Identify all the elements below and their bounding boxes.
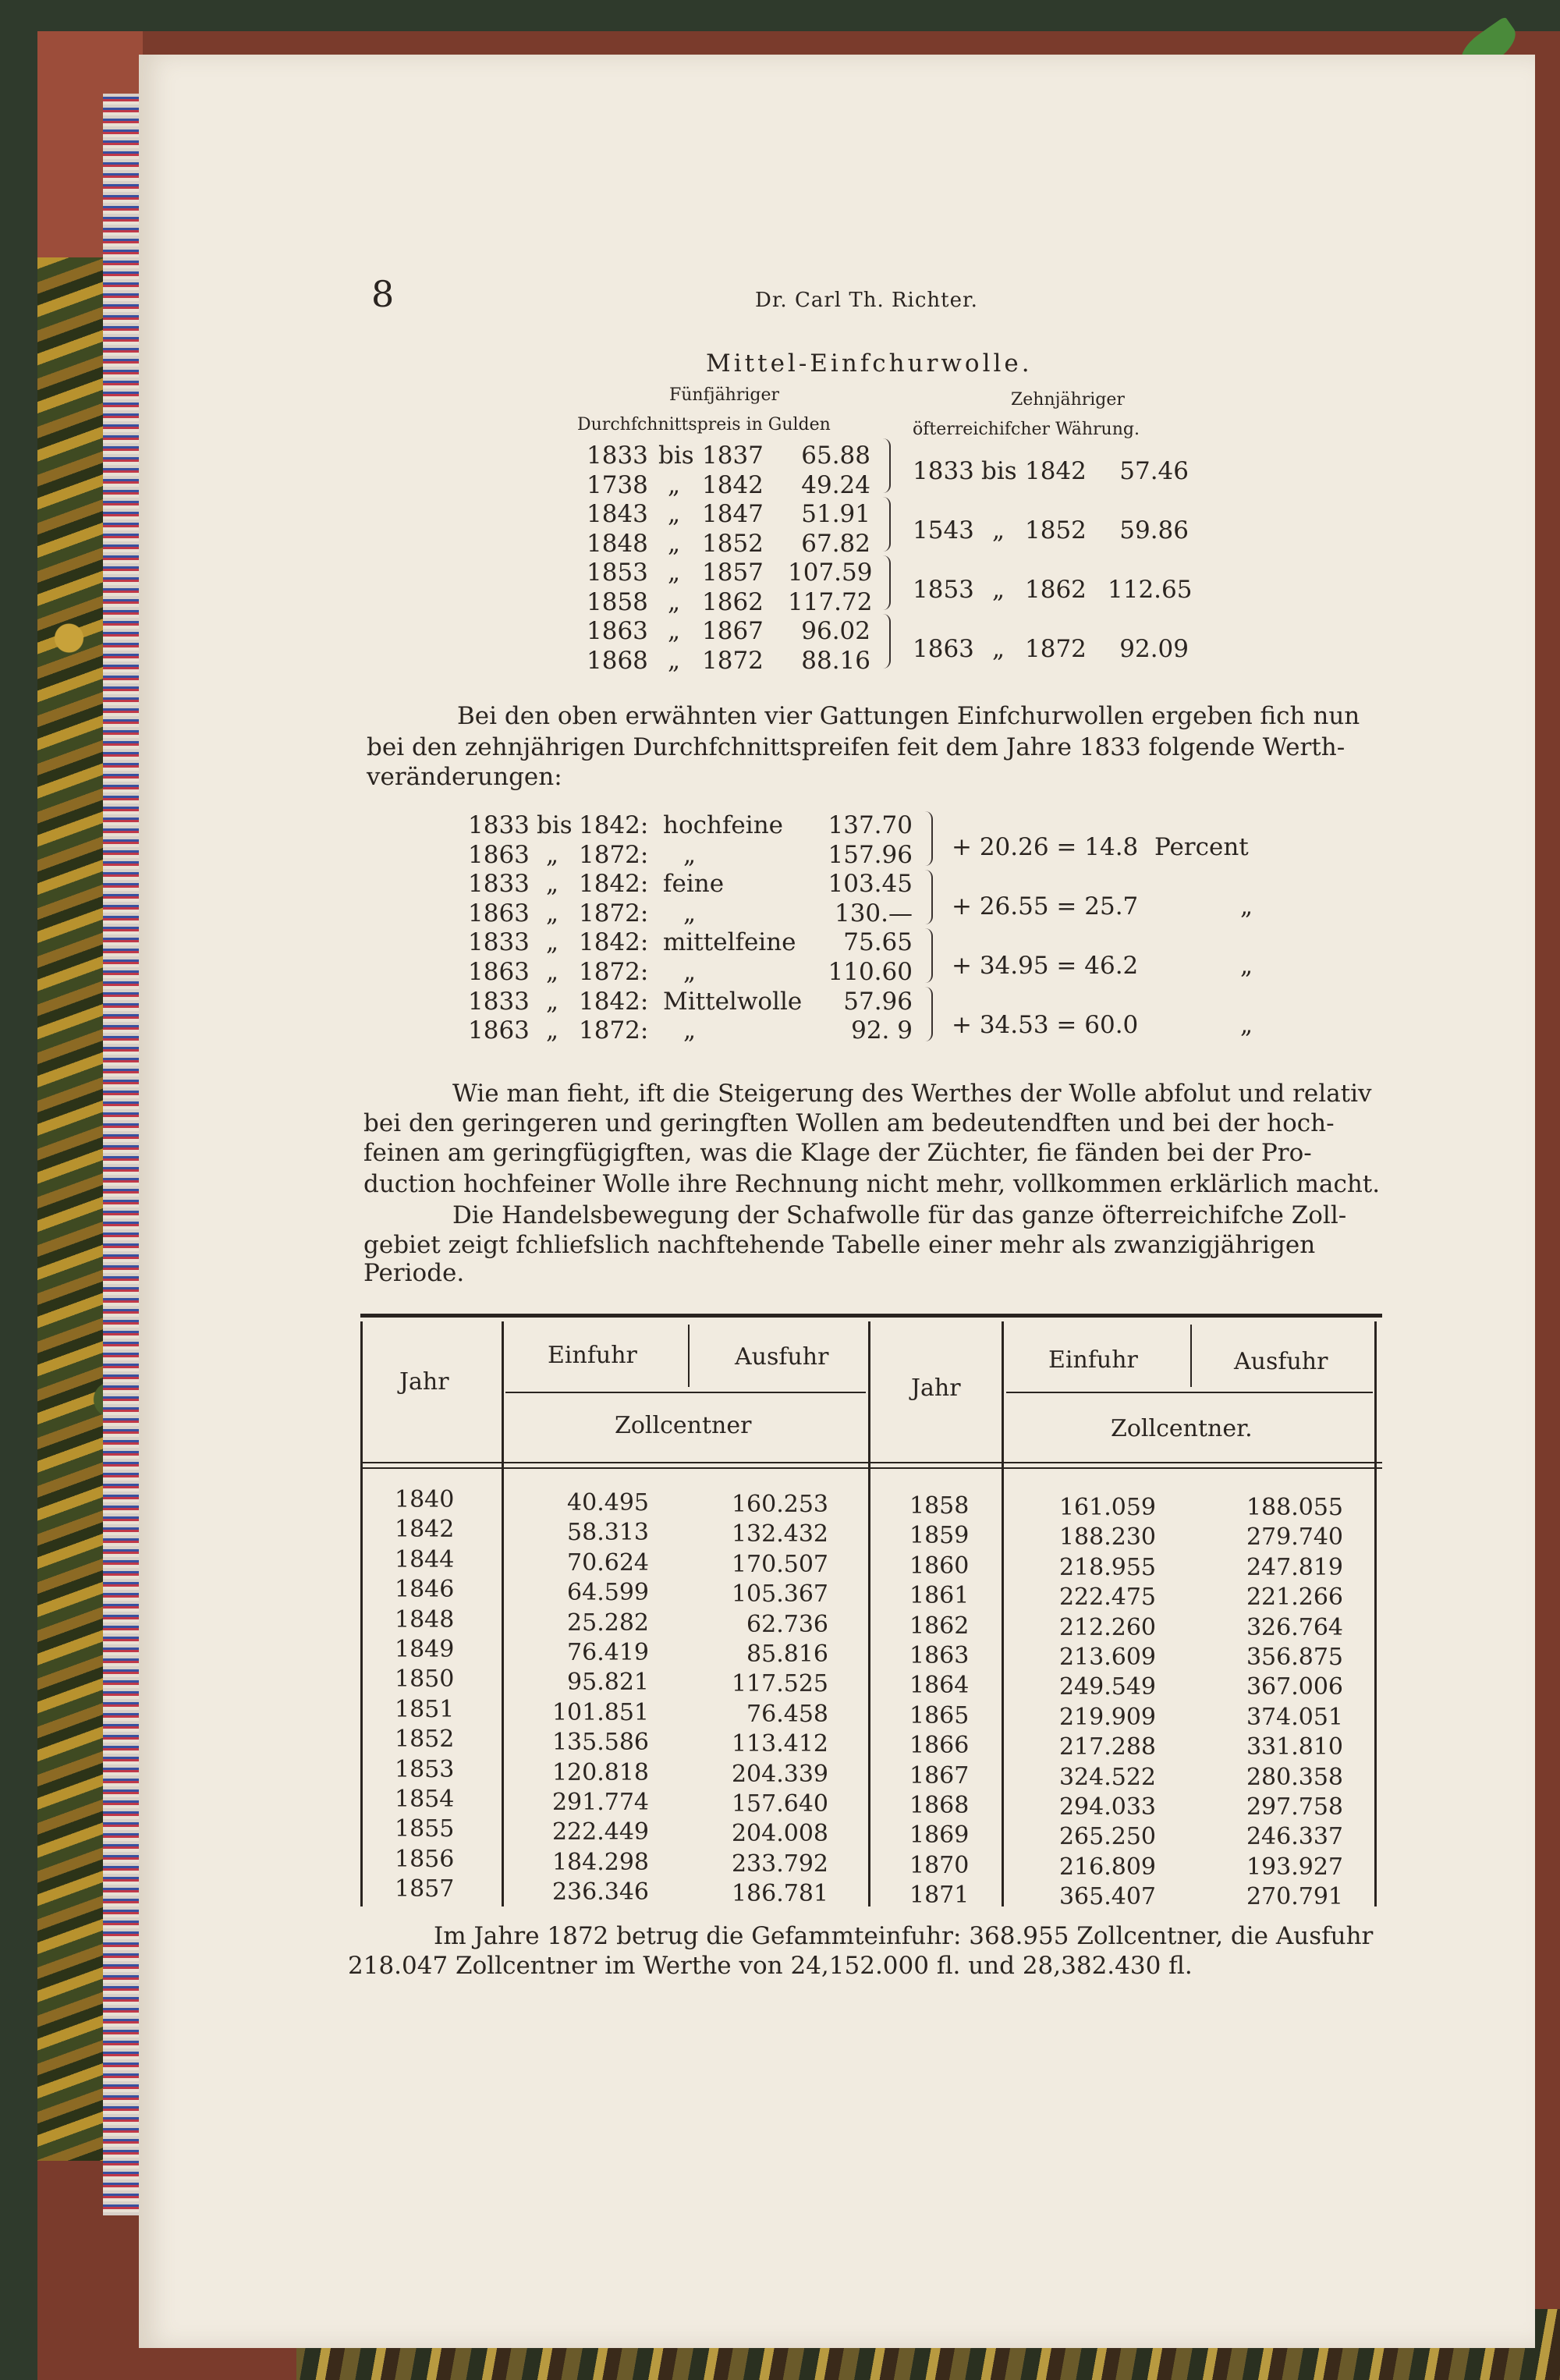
cell-einfuhr: 219.909: [1058, 1703, 1156, 1731]
para1-line2: bei den zehnjährigen Durchfchnittspreifen feit dem Jahre 1833 folgende Werth-: [367, 733, 1346, 761]
cell-ausfuhr: 113.412: [731, 1730, 828, 1758]
cell-einfuhr: 188.230: [1058, 1523, 1156, 1552]
brace: [878, 614, 891, 669]
period-sep: bis: [658, 442, 694, 470]
cell-ausfuhr: 193.927: [1246, 1853, 1343, 1881]
period-sep: „: [546, 958, 559, 986]
wool-kind: feine: [663, 870, 725, 899]
change-expression: + 26.55 = 25.7: [952, 892, 1139, 920]
cell-einfuhr: 236.346: [551, 1878, 649, 1906]
period-from: 1833: [468, 811, 530, 839]
period-to: 1842:: [579, 811, 649, 839]
period-from: 1843: [587, 500, 648, 528]
brace: [920, 928, 933, 983]
cell-jahr: 1860: [909, 1552, 970, 1580]
price-value: 117.72: [788, 587, 873, 616]
cell-ausfuhr: 204.339: [731, 1760, 828, 1788]
cell-ausfuhr: 105.367: [731, 1580, 828, 1609]
para2-line: Die Handelsbewegung der Schafwolle für das ganze öfterreichifche Zoll-: [452, 1201, 1347, 1229]
period-sep: „: [668, 617, 681, 645]
cell-jahr: 1861: [909, 1582, 970, 1610]
cell-jahr: 1850: [395, 1665, 455, 1694]
period-sep: „: [992, 516, 1005, 544]
para2-line: Wie man fieht, ift die Steigerung des Werthes der Wolle abfolut und relativ: [452, 1080, 1372, 1108]
para3-line2: 218.047 Zollcentner im Werthe von 24,152.000 fl. und 28,382.430 fl.: [348, 1952, 1193, 1980]
cell-ausfuhr: 204.008: [731, 1820, 828, 1848]
cell-einfuhr: 291.774: [551, 1788, 649, 1816]
brace: [878, 497, 891, 552]
price-value: 137.70: [828, 811, 913, 839]
cell-einfuhr: 213.609: [1058, 1643, 1156, 1671]
period-from: 1833: [587, 442, 648, 470]
change-expression: + 20.26 = 14.8: [952, 833, 1139, 861]
change-expression: + 34.95 = 46.2: [952, 952, 1139, 980]
cell-einfuhr: 324.522: [1058, 1763, 1156, 1791]
cell-einfuhr: 58.313: [567, 1519, 649, 1547]
period-from: 1863: [468, 899, 530, 928]
wool-kind: mittelfeine: [663, 928, 796, 957]
period-sep: „: [546, 987, 559, 1016]
cell-einfuhr: 25.282: [567, 1609, 649, 1637]
cell-ausfuhr: 331.810: [1246, 1733, 1343, 1761]
table-divider-einfuhr-r: [1190, 1325, 1192, 1387]
period-to: 1842:: [579, 870, 649, 899]
col-head-right-2: öfterreichifcher Währung.: [913, 420, 1140, 439]
running-head: Dr. Carl Th. Richter.: [755, 289, 978, 312]
period-sep: „: [992, 635, 1005, 663]
period-sep: „: [668, 470, 681, 499]
cell-einfuhr: 222.449: [551, 1818, 649, 1846]
cell-jahr: 1857: [395, 1875, 455, 1903]
period-from: 1848: [587, 529, 648, 558]
price-value: 112.65: [1108, 576, 1193, 604]
cell-jahr: 1858: [909, 1492, 970, 1520]
column-jahr-right: [909, 1491, 972, 1910]
cell-einfuhr: 218.955: [1058, 1553, 1156, 1581]
price-value: 130.—: [834, 899, 913, 928]
period-to: 1872: [1025, 635, 1087, 663]
cell-einfuhr: 365.407: [1058, 1883, 1156, 1911]
para2-line: feinen am geringfügigften, was die Klage der Züchter, fie fänden bei der Pro-: [363, 1139, 1312, 1167]
cell-jahr: 1859: [909, 1522, 970, 1550]
brace: [878, 438, 891, 493]
price-value: 59.86: [1119, 516, 1189, 544]
head-jahr-left: Jahr: [399, 1368, 449, 1396]
cell-ausfuhr: 270.791: [1246, 1883, 1343, 1911]
change-expression: + 34.53 = 60.0: [952, 1011, 1139, 1039]
cell-einfuhr: 64.599: [567, 1579, 649, 1607]
head-ausfuhr-left: Ausfuhr: [735, 1343, 829, 1371]
wool-kind: „: [683, 840, 697, 869]
cell-einfuhr: 76.419: [567, 1638, 649, 1666]
price-value: 107.59: [788, 559, 873, 587]
table-top-rule: [360, 1314, 1382, 1318]
wool-kind: hochfeine: [663, 811, 784, 839]
para2-line: duction hochfeiner Wolle ihre Rechnung nicht mehr, vollkommen erklärlich macht.: [363, 1170, 1381, 1198]
cell-einfuhr: 184.298: [551, 1848, 649, 1876]
trade-table: [360, 1314, 1382, 1911]
wool-kind: Mittelwolle: [663, 987, 803, 1016]
period-sep: „: [668, 529, 681, 558]
change-unit: „: [1240, 892, 1253, 920]
cell-ausfuhr: 280.358: [1246, 1763, 1343, 1791]
period-sep: bis: [981, 457, 1017, 485]
period-from: 1863: [468, 840, 530, 869]
period-to: 1852: [702, 529, 764, 558]
para1-line1: Bei den oben erwähnten vier Gattungen Einfchurwollen ergeben fich nun: [457, 702, 1360, 730]
cell-ausfuhr: 221.266: [1246, 1584, 1343, 1612]
period-from: 1833: [468, 870, 530, 899]
cell-einfuhr: 95.821: [567, 1669, 649, 1697]
period-sep: „: [668, 500, 681, 528]
cell-jahr: 1854: [395, 1785, 455, 1813]
para3-line1: Im Jahre 1872 betrug die Gefammteinfuhr: 368.955 Zollcentner, die Ausfuhr: [434, 1922, 1374, 1950]
cell-ausfuhr: 76.458: [746, 1700, 828, 1728]
period-to: 1872:: [579, 958, 649, 986]
cell-ausfuhr: 326.764: [1246, 1613, 1343, 1641]
cell-ausfuhr: 367.006: [1246, 1673, 1343, 1701]
period-sep: bis: [537, 811, 573, 839]
period-from: 1853: [587, 559, 648, 587]
col-head-left-1: Fünfjähriger: [669, 385, 780, 405]
cell-ausfuhr: 297.758: [1246, 1793, 1343, 1821]
cell-ausfuhr: 233.792: [731, 1850, 828, 1878]
period-to: 1857: [702, 559, 764, 587]
period-to: 1842:: [579, 987, 649, 1016]
period-sep: „: [668, 559, 681, 587]
column-einfuhr-left: [540, 1488, 649, 1907]
cell-einfuhr: 135.586: [551, 1729, 649, 1757]
cell-jahr: 1855: [395, 1815, 455, 1843]
price-value: 157.96: [828, 840, 913, 869]
period-sep: „: [546, 840, 559, 869]
period-to: 1872: [702, 646, 764, 675]
cell-ausfuhr: 160.253: [731, 1491, 828, 1518]
cell-jahr: 1865: [909, 1701, 970, 1729]
cell-einfuhr: 101.851: [551, 1698, 649, 1726]
period-to: 1842:: [579, 928, 649, 957]
period-to: 1847: [702, 500, 764, 528]
cell-jahr: 1842: [395, 1516, 455, 1544]
price-value: 49.24: [801, 470, 870, 499]
cell-jahr: 1867: [909, 1761, 970, 1789]
period-from: 1833: [468, 928, 530, 957]
column-jahr-left: [395, 1485, 457, 1904]
table-divider-2: [1002, 1321, 1004, 1906]
cell-ausfuhr: 85.816: [746, 1640, 828, 1668]
price-value: 65.88: [801, 442, 870, 470]
change-unit: „: [1240, 952, 1253, 980]
wool-kind: „: [683, 899, 697, 928]
cell-ausfuhr: 157.640: [731, 1789, 828, 1818]
cell-einfuhr: 212.260: [1058, 1613, 1156, 1641]
table-divider-1: [502, 1321, 504, 1906]
head-unit-right: Zollcentner.: [1111, 1415, 1253, 1442]
period-from: 1858: [587, 587, 648, 616]
cell-jahr: 1866: [909, 1732, 970, 1760]
cell-jahr: 1848: [395, 1605, 455, 1633]
wool-kind: „: [683, 958, 697, 986]
period-sep: „: [546, 870, 559, 899]
section-title: Mittel-Einfchurwolle.: [706, 349, 1033, 378]
cell-einfuhr: 70.624: [567, 1548, 649, 1577]
period-to: 1872:: [579, 899, 649, 928]
cell-einfuhr: 265.250: [1058, 1823, 1156, 1851]
cell-ausfuhr: 279.740: [1246, 1523, 1343, 1552]
period-from: 1543: [913, 516, 974, 544]
period-sep: „: [546, 928, 559, 957]
cell-ausfuhr: 186.781: [731, 1880, 828, 1908]
cell-jahr: 1840: [395, 1486, 455, 1513]
table-sub-rule-left: [505, 1392, 866, 1393]
cell-jahr: 1844: [395, 1545, 455, 1573]
cell-ausfuhr: 170.507: [731, 1550, 828, 1578]
period-from: 1833: [468, 987, 530, 1016]
cell-einfuhr: 161.059: [1058, 1494, 1156, 1521]
cell-jahr: 1864: [909, 1672, 970, 1700]
cell-jahr: 1869: [909, 1821, 970, 1850]
cell-jahr: 1856: [395, 1845, 455, 1873]
price-value: 57.46: [1119, 457, 1189, 485]
col-head-left-2: Durchfchnittspreis in Gulden: [577, 415, 831, 435]
table-divider-einfuhr: [688, 1325, 690, 1387]
period-to: 1852: [1025, 516, 1087, 544]
para1-line3: veränderungen:: [367, 763, 562, 791]
period-to: 1842: [702, 470, 764, 499]
wool-kind: „: [683, 1016, 697, 1045]
price-value: 57.96: [843, 987, 913, 1016]
cell-einfuhr: 120.818: [551, 1758, 649, 1786]
period-from: 1863: [587, 617, 648, 645]
cell-jahr: 1870: [909, 1851, 970, 1879]
column-ausfuhr-right: [1226, 1493, 1343, 1912]
period-sep: „: [546, 899, 559, 928]
cell-einfuhr: 40.495: [567, 1489, 649, 1516]
brace: [920, 987, 933, 1041]
period-to: 1862: [1025, 576, 1087, 604]
cell-jahr: 1863: [909, 1641, 970, 1669]
cell-jahr: 1853: [395, 1755, 455, 1783]
price-value: 103.45: [828, 870, 913, 899]
price-value: 88.16: [801, 646, 870, 675]
period-to: 1872:: [579, 840, 649, 869]
brace: [920, 870, 933, 924]
period-sep: „: [668, 587, 681, 616]
change-unit: Percent: [1154, 833, 1249, 861]
price-value: 51.91: [801, 500, 870, 528]
cell-einfuhr: 294.033: [1058, 1793, 1156, 1821]
price-value: 75.65: [843, 928, 913, 957]
table-head-rule-1: [360, 1462, 1382, 1463]
period-sep: „: [546, 1016, 559, 1045]
cell-ausfuhr: 117.525: [731, 1670, 828, 1698]
cell-jahr: 1871: [909, 1882, 970, 1910]
cell-jahr: 1852: [395, 1726, 455, 1754]
table-right-border: [1374, 1321, 1377, 1906]
col-head-right-1: Zehnjähriger: [1011, 390, 1125, 410]
period-to: 1872:: [579, 1016, 649, 1045]
cell-einfuhr: 249.549: [1058, 1673, 1156, 1701]
cell-jahr: 1851: [395, 1695, 455, 1723]
table-left-border: [360, 1321, 363, 1906]
period-sep: „: [668, 646, 681, 675]
cell-ausfuhr: 247.819: [1246, 1553, 1343, 1581]
cell-ausfuhr: 356.875: [1246, 1643, 1343, 1671]
price-value: 96.02: [801, 617, 870, 645]
brace: [920, 811, 933, 866]
head-einfuhr-right: Einfuhr: [1048, 1346, 1138, 1374]
cell-jahr: 1862: [909, 1612, 970, 1640]
period-from: 1863: [468, 1016, 530, 1045]
cell-einfuhr: 216.809: [1058, 1853, 1156, 1881]
table-divider-mid: [868, 1321, 870, 1906]
period-from: 1863: [913, 635, 974, 663]
price-value: 110.60: [828, 958, 913, 986]
price-value: 67.82: [801, 529, 870, 558]
cell-jahr: 1846: [395, 1576, 455, 1604]
cell-ausfuhr: 374.051: [1246, 1703, 1343, 1731]
head-ausfuhr-right: Ausfuhr: [1234, 1348, 1328, 1375]
cell-einfuhr: 222.475: [1058, 1584, 1156, 1612]
period-to: 1837: [702, 442, 764, 470]
column-ausfuhr-left: [719, 1490, 828, 1909]
period-from: 1868: [587, 646, 648, 675]
period-sep: „: [992, 576, 1005, 604]
cell-ausfuhr: 188.055: [1246, 1494, 1343, 1521]
cell-jahr: 1849: [395, 1635, 455, 1663]
table-head-rule-2: [360, 1467, 1382, 1469]
para2-line: gebiet zeigt fchliefslich nachftehende Tabelle einer mehr als zwanzigjährigen: [363, 1231, 1316, 1259]
change-unit: „: [1240, 1011, 1253, 1039]
cell-einfuhr: 217.288: [1058, 1733, 1156, 1761]
brace: [878, 555, 891, 610]
table-sub-rule-right: [1006, 1392, 1373, 1393]
price-value: 92. 9: [851, 1016, 913, 1045]
period-to: 1862: [702, 587, 764, 616]
head-einfuhr-left: Einfuhr: [548, 1342, 637, 1369]
page-edges: [103, 94, 139, 2215]
head-unit-left: Zollcentner: [615, 1412, 752, 1439]
para2-line: Periode.: [363, 1259, 465, 1287]
column-einfuhr-right: [1039, 1493, 1156, 1912]
period-to: 1867: [702, 617, 764, 645]
cell-ausfuhr: 246.337: [1246, 1823, 1343, 1851]
period-from: 1833: [913, 457, 974, 485]
period-to: 1842: [1025, 457, 1087, 485]
head-jahr-right: Jahr: [911, 1374, 961, 1402]
period-from: 1863: [468, 958, 530, 986]
price-value: 92.09: [1119, 635, 1189, 663]
cell-ausfuhr: 62.736: [746, 1610, 828, 1638]
cell-jahr: 1868: [909, 1791, 970, 1819]
period-from: 1738: [587, 470, 648, 499]
para2-line: bei den geringeren und geringften Wollen am bedeutendften und bei der hoch-: [363, 1109, 1335, 1137]
period-from: 1853: [913, 576, 974, 604]
cell-ausfuhr: 132.432: [731, 1520, 828, 1548]
page-number: 8: [371, 273, 395, 315]
